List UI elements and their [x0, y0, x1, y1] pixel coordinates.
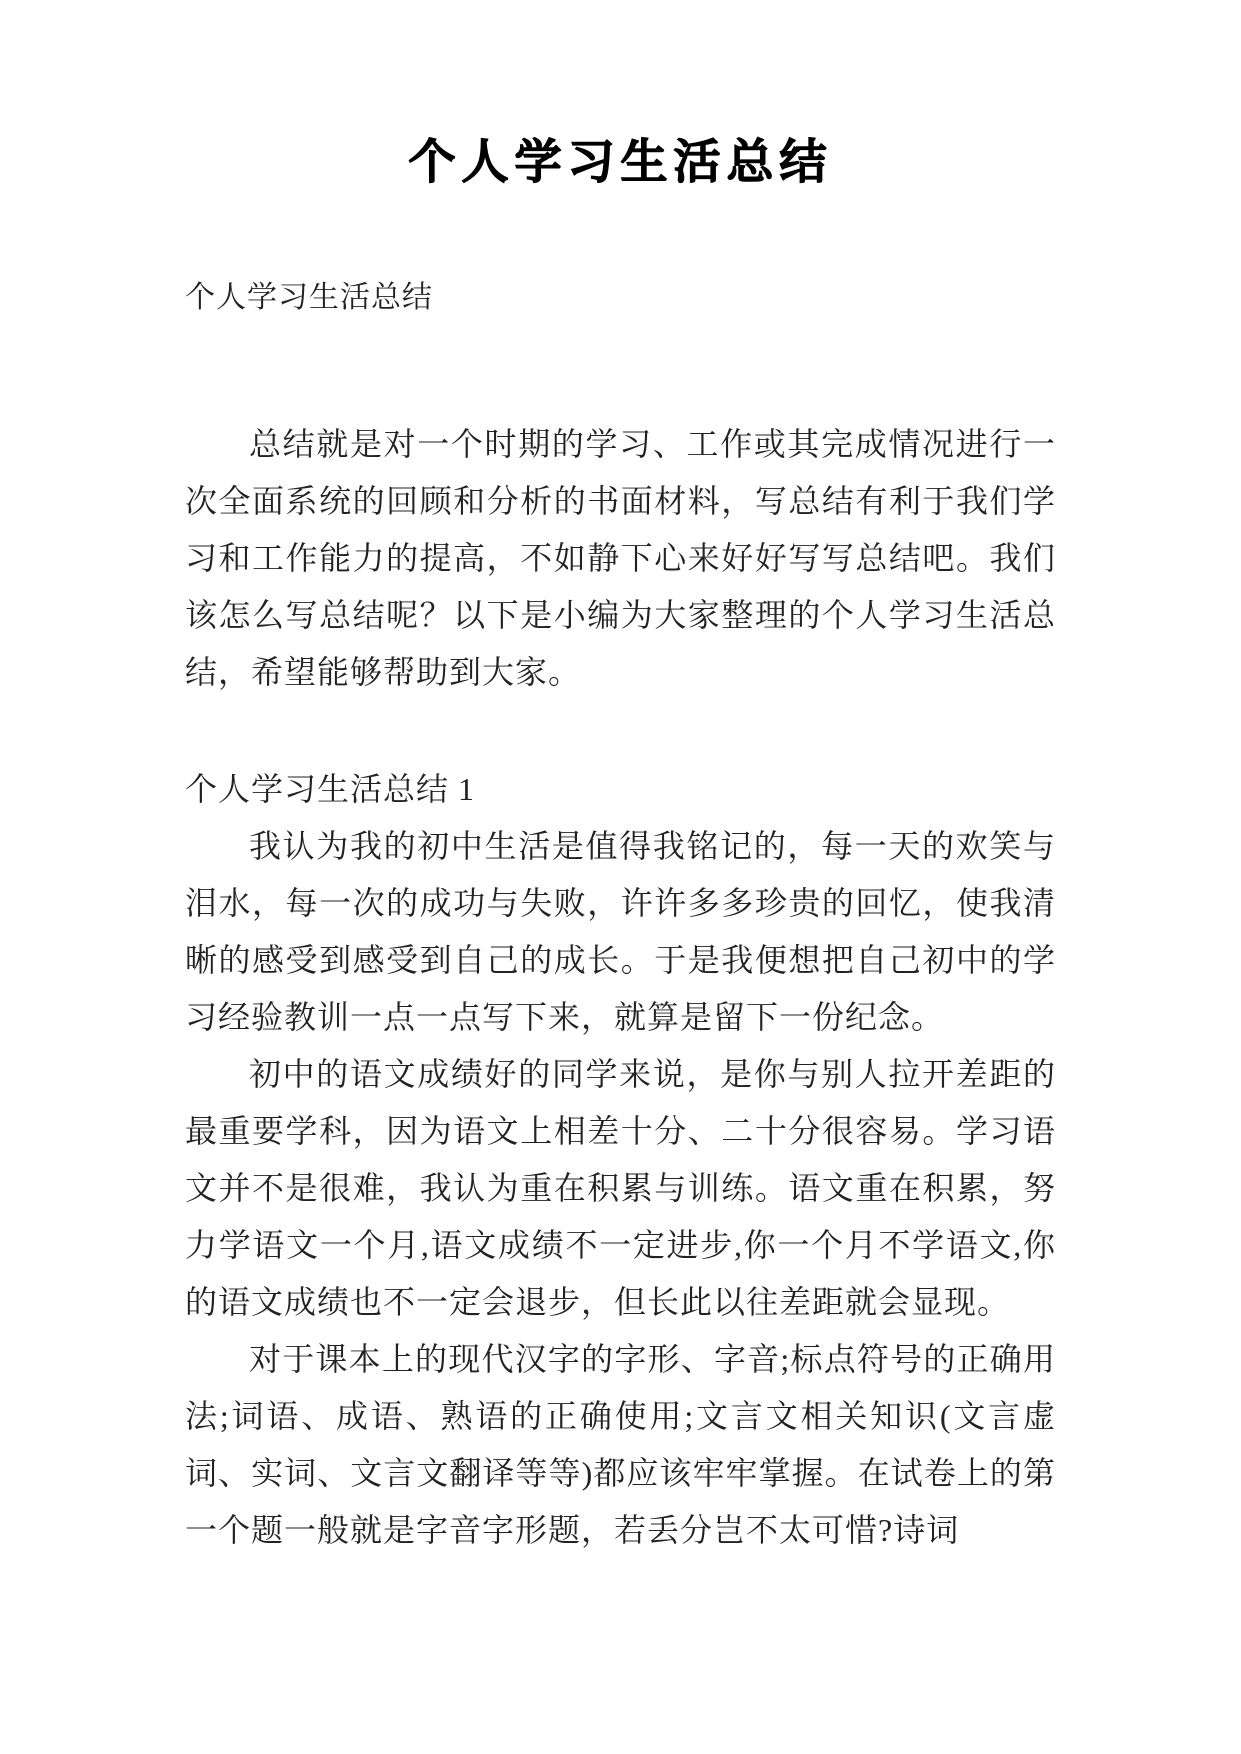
section-1-heading: 个人学习生活总结 1 [185, 771, 476, 807]
section-1-paragraph-1: 我认为我的初中生活是值得我铭记的，每一天的欢笑与泪水，每一次的成功与失败，许许多多珍贵的回忆，使我清晰的感受到感受到自己的成长。于是我便想把自己初中的学习经验教训一点一点写下来，就算是留下一份纪念。 [185, 828, 1056, 1035]
section-1-paragraph-3: 对于课本上的现代汉字的字形、字音;标点符号的正确用法;词语、成语、熟语的正确使用;文言文相关知识(文言虚词、实词、文言文翻译等等)都应该牢牢掌握。在试卷上的第一个题一般就是字音字形题，若丢分岂不太可惜?诗词 [185, 1341, 1056, 1548]
document-subtitle: 个人学习生活总结 [185, 281, 433, 314]
intro-paragraph: 总结就是对一个时期的学习、工作或其完成情况进行一次全面系统的回顾和分析的书面材料，写总结有利于我们学习和工作能力的提高，不如静下心来好好写写总结吧。我们该怎么写总结呢？以下是小编为大家整理的个人学习生活总结，希望能够帮助到大家。 [185, 426, 1056, 690]
document-body [185, 416, 1056, 1559]
document-title: 个人学习生活总结 [408, 137, 833, 189]
section-1-paragraph-2: 初中的语文成绩好的同学来说，是你与别人拉开差距的最重要学科，因为语文上相差十分、二十分很容易。学习语文并不是很难，我认为重在积累与训练。语文重在积累，努力学语文一个月,语文成绩不一定进步,你一个月不学语文,你的语文成绩也不一定会退步，但长此以往差距就会显现。 [185, 1056, 1056, 1320]
